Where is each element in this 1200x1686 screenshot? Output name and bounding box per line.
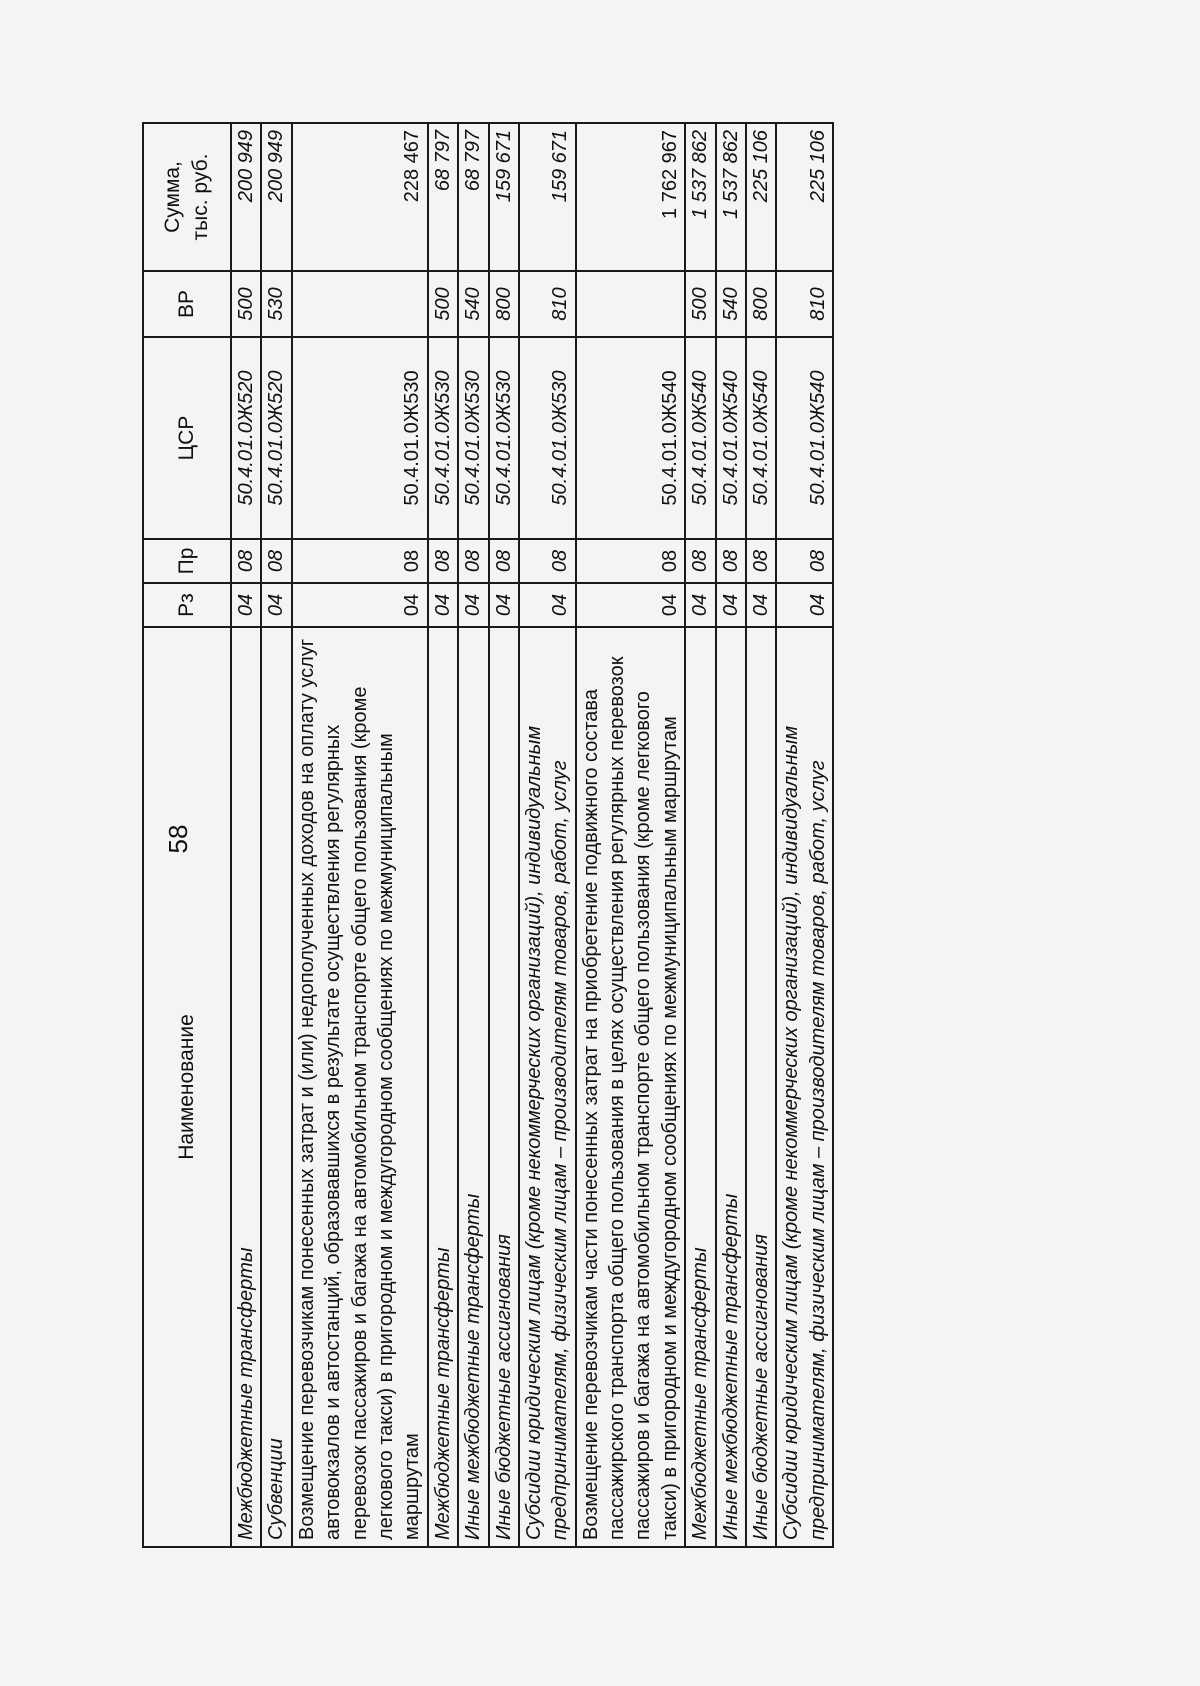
cell-sum: 200 949 <box>261 123 291 271</box>
cell-name: Субсидии юридическим лицам (кроме некоммерческих организаций), индивидуальным предпринимателям, физическим лицам – производителям товаров, работ, услуг <box>519 627 576 1547</box>
cell-vr: 500 <box>685 271 715 337</box>
cell-csr: 50.4.01.0Ж540 <box>716 337 746 539</box>
cell-vr: 540 <box>458 271 488 337</box>
cell-pr: 08 <box>428 539 458 583</box>
table-row <box>576 123 686 1547</box>
cell-csr: 50.4.01.0Ж540 <box>576 337 686 539</box>
table-row <box>519 123 576 1547</box>
cell-name: Субсидии юридическим лицам (кроме некоммерческих организаций), индивидуальным предпринимателям, физическим лицам – производителям товаров, работ, услуг <box>776 627 833 1547</box>
cell-sum: 200 949 <box>231 123 261 271</box>
cell-sum: 68 797 <box>458 123 488 271</box>
table-row <box>458 123 488 1547</box>
table-row <box>776 123 833 1547</box>
cell-rz: 04 <box>685 583 715 627</box>
cell-csr: 50.4.01.0Ж530 <box>428 337 458 539</box>
cell-name: Возмещение перевозчикам части понесенных затрат на приобретение подвижного состава пассажирского транспорта общего пользования в целях осуществления регулярных перевозок пассажиров и багажа на автомобильном транспорте общего пользования (кроме легкового такси) в пригородном и междугородном сообщениях по межмуниципальным маршрутам <box>576 627 686 1547</box>
cell-rz: 04 <box>489 583 519 627</box>
header-row <box>143 123 231 1547</box>
cell-sum: 225 106 <box>746 123 776 271</box>
header-sum <box>143 123 231 271</box>
header-sum-line2: тыс. руб. <box>189 153 212 241</box>
cell-rz: 04 <box>231 583 261 627</box>
cell-name: Межбюджетные трансферты <box>231 627 261 1547</box>
cell-pr: 08 <box>776 539 833 583</box>
cell-name: Межбюджетные трансферты <box>685 627 715 1547</box>
cell-sum: 159 671 <box>489 123 519 271</box>
cell-csr: 50.4.01.0Ж520 <box>261 337 291 539</box>
table-row <box>292 123 428 1547</box>
cell-name: Иные межбюджетные трансферты <box>458 627 488 1547</box>
cell-name: Возмещение перевозчикам понесенных затрат и (или) недополученных доходов на оплату услуг автовокзалов и автостанций, образовавшихся в результате осуществления регулярных перевозок пассажиров и багажа на автомобильном транспорте общего пользования (кроме легкового такси) в пригородном и междугородном сообщениях по межмуниципальным маршрутам <box>292 627 428 1547</box>
cell-vr: 530 <box>261 271 291 337</box>
cell-pr: 08 <box>261 539 291 583</box>
table-row <box>716 123 746 1547</box>
cell-vr: 500 <box>428 271 458 337</box>
cell-sum: 159 671 <box>519 123 576 271</box>
cell-pr: 08 <box>231 539 261 583</box>
cell-name: Субвенции <box>261 627 291 1547</box>
cell-csr: 50.4.01.0Ж540 <box>685 337 715 539</box>
table-row <box>261 123 291 1547</box>
cell-csr: 50.4.01.0Ж530 <box>292 337 428 539</box>
cell-csr: 50.4.01.0Ж530 <box>458 337 488 539</box>
cell-pr: 08 <box>746 539 776 583</box>
header-vr: ВР <box>143 271 231 337</box>
header-name: Наименование <box>143 627 231 1547</box>
cell-csr: 50.4.01.0Ж530 <box>519 337 576 539</box>
cell-pr: 08 <box>685 539 715 583</box>
table-row <box>685 123 715 1547</box>
cell-sum: 1 537 862 <box>716 123 746 271</box>
header-pr: Пр <box>143 539 231 583</box>
table-header <box>143 123 231 1547</box>
cell-sum: 225 106 <box>776 123 833 271</box>
cell-rz: 04 <box>428 583 458 627</box>
cell-csr: 50.4.01.0Ж540 <box>776 337 833 539</box>
cell-rz: 04 <box>576 583 686 627</box>
cell-pr: 08 <box>458 539 488 583</box>
cell-csr: 50.4.01.0Ж530 <box>489 337 519 539</box>
table-row <box>746 123 776 1547</box>
cell-vr: 800 <box>489 271 519 337</box>
cell-vr: 800 <box>746 271 776 337</box>
cell-pr: 08 <box>489 539 519 583</box>
header-rz: Рз <box>143 583 231 627</box>
header-sum-line1: Сумма, <box>161 161 185 233</box>
page-number: 58 <box>163 824 193 854</box>
cell-sum: 1 762 967 <box>576 123 686 271</box>
cell-rz: 04 <box>292 583 428 627</box>
cell-rz: 04 <box>716 583 746 627</box>
cell-rz: 04 <box>746 583 776 627</box>
cell-vr: 810 <box>776 271 833 337</box>
cell-csr: 50.4.01.0Ж540 <box>746 337 776 539</box>
header-csr: ЦСР <box>143 337 231 539</box>
cell-rz: 04 <box>519 583 576 627</box>
cell-vr <box>292 271 428 337</box>
cell-name: Иные бюджетные ассигнования <box>489 627 519 1547</box>
cell-sum: 228 467 <box>292 123 428 271</box>
cell-pr: 08 <box>519 539 576 583</box>
rotated-page-content <box>142 124 1030 1548</box>
cell-vr: 500 <box>231 271 261 337</box>
cell-pr: 08 <box>576 539 686 583</box>
table-row <box>489 123 519 1547</box>
cell-rz: 04 <box>458 583 488 627</box>
cell-sum: 68 797 <box>428 123 458 271</box>
cell-pr: 08 <box>292 539 428 583</box>
cell-rz: 04 <box>776 583 833 627</box>
cell-csr: 50.4.01.0Ж520 <box>231 337 261 539</box>
cell-name: Иные межбюджетные трансферты <box>716 627 746 1547</box>
table-row <box>428 123 458 1547</box>
cell-vr: 810 <box>519 271 576 337</box>
cell-sum: 1 537 862 <box>685 123 715 271</box>
cell-name: Иные бюджетные ассигнования <box>746 627 776 1547</box>
cell-vr <box>576 271 686 337</box>
table-body <box>231 123 833 1547</box>
table-row <box>231 123 261 1547</box>
budget-table <box>142 122 834 1548</box>
cell-vr: 540 <box>716 271 746 337</box>
cell-rz: 04 <box>261 583 291 627</box>
cell-pr: 08 <box>716 539 746 583</box>
cell-name: Межбюджетные трансферты <box>428 627 458 1547</box>
